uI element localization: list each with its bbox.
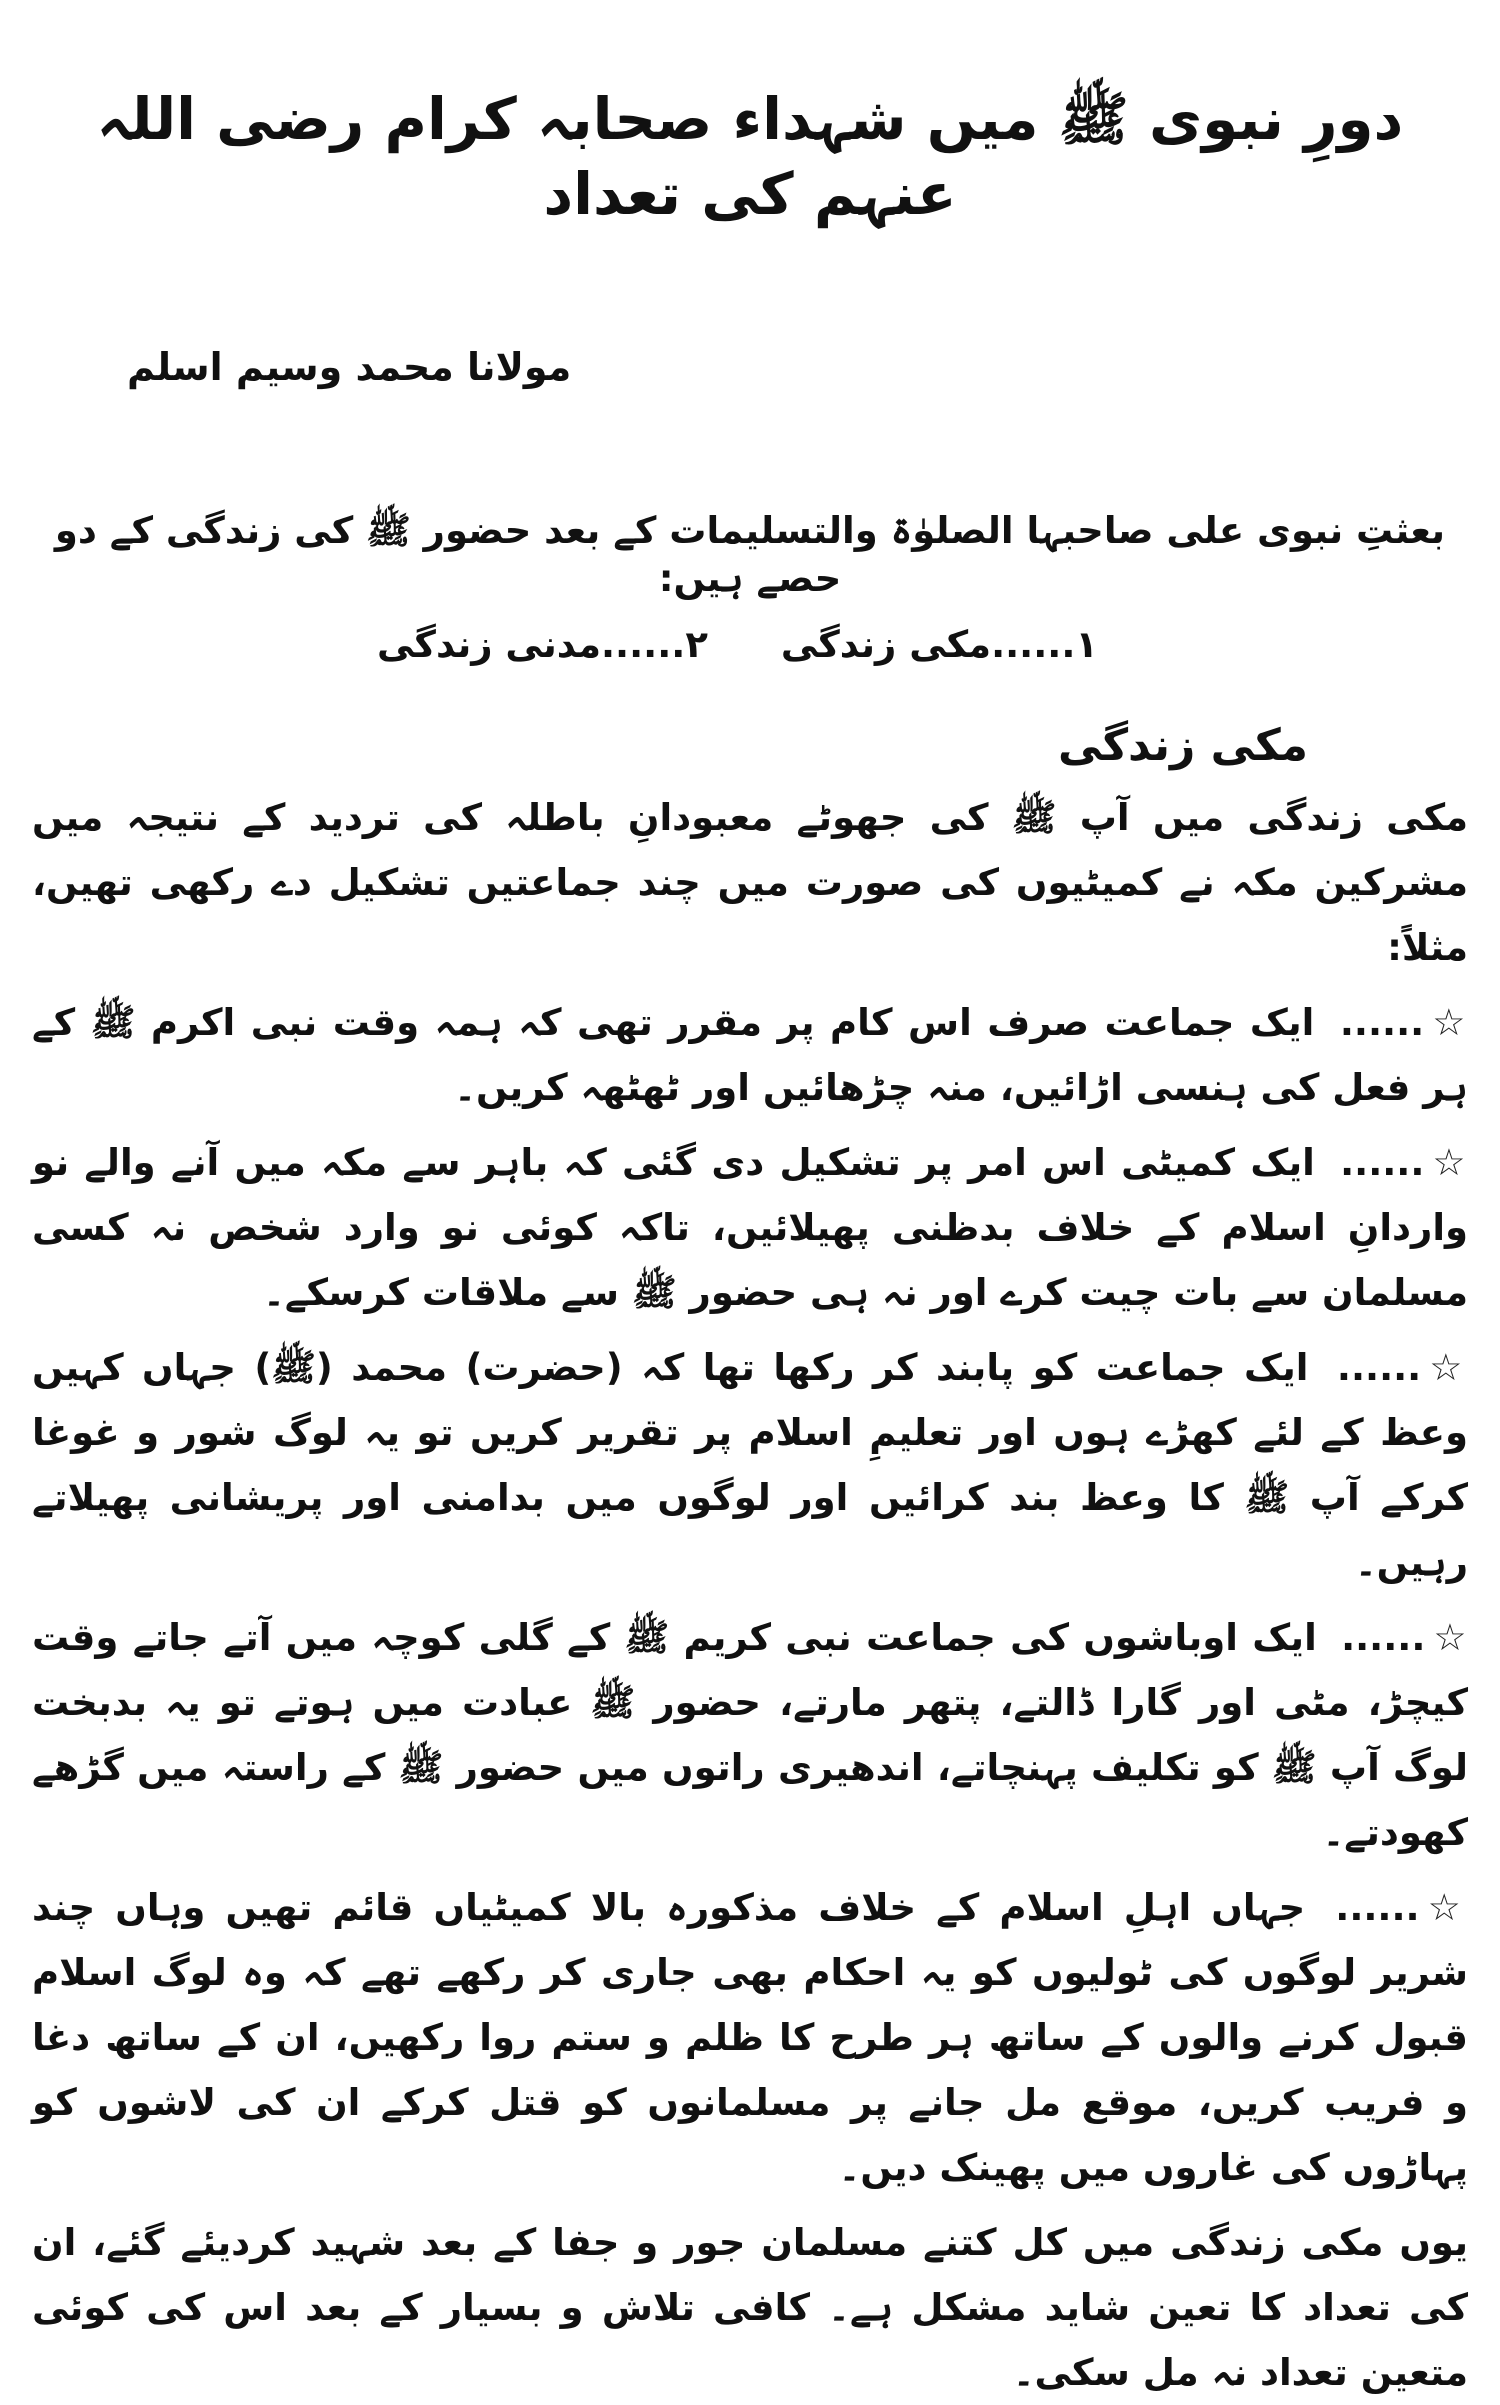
bullet-item: [32, 1130, 1468, 1325]
bullet-dots: ......: [1336, 1345, 1422, 1389]
document-title: دورِ نبوی ﷺ میں شہداء صحابہ کرام رضی اللہ عنہم کی تعداد: [96, 85, 1404, 229]
author-name: مولانا محمد وسیم اسلم: [127, 344, 572, 389]
bullet-text: ایک اوباشوں کی جماعت نبی کریم ﷺ کے گلی کوچہ میں آتے جاتے وقت کیچڑ، مٹی اور گارا ڈالتے، پتھر مارتے، حضور ﷺ عبادت میں ہوتے تو یہ بدبخت لوگ آپ ﷺ کو تکلیف پہنچاتے، اندھیری راتوں میں حضور ﷺ کے راستہ میں گڑھے کھودتے۔: [32, 1615, 1468, 1854]
bullet-text: ایک کمیٹی اس امر پر تشکیل دی گئی کہ باہر سے مکہ میں آنے والے نو واردانِ اسلام کے خلاف بدظنی پھیلائیں، تاکہ کوئی نو وارد شخص نہ کسی مسلمان سے بات چیت کرے اور نہ ہی حضور ﷺ سے ملاقات کرسکے۔: [32, 1140, 1468, 1314]
bullet-dots: ......: [1339, 1000, 1425, 1044]
bullet-item: [32, 1335, 1468, 1595]
closing-paragraph: [32, 2210, 1468, 2405]
star-icon: ☆: [1429, 1345, 1468, 1389]
star-icon: ☆: [1432, 1140, 1468, 1184]
star-icon: ☆: [1432, 1000, 1468, 1044]
bullet-dots: ......: [1341, 1615, 1426, 1659]
section-heading: مکی زندگی: [1057, 720, 1308, 772]
bullet-item: [32, 1605, 1468, 1865]
intro-line: بعثتِ نبوی علی صاحبہا الصلوٰۃ والتسلیمات کے بعد حضور ﷺ کی زندگی کے دو حصے ہیں:: [54, 509, 1446, 601]
bullet-item: [32, 990, 1468, 1120]
closing-paragraph-text: یوں مکی زندگی میں کل کتنے مسلمان جور و جفا کے بعد شہید کردیئے گئے، ان کی تعداد کا تعین شاید مشکل ہے۔ کافی تلاش و بسیار کے بعد اس کی کوئی متعین تعداد نہ مل سکی۔: [32, 2220, 1468, 2394]
bullet-text: جہاں اہلِ اسلام کے خلاف مذکورہ بالا کمیٹیاں قائم تھیں وہاں چند شریر لوگوں کی ٹولیوں کو یہ احکام بھی جاری کر رکھے تھے کہ وہ لوگ اسلام قبول کرنے والوں کے ساتھ ہر طرح کا ظلم و ستم روا رکھیں، ان کے ساتھ دغا و فریب کریں، موقع مل جانے پر مسلمانوں کو قتل کرکے ان کی لاشوں کو پہاڑوں کی غاروں میں پھینک دیں۔: [32, 1885, 1468, 2189]
bullet-dots: ......: [1335, 1885, 1420, 1929]
opening-paragraph-text: مکی زندگی میں آپ ﷺ کی جھوٹے معبودانِ باطلہ کی تردید کے نتیجہ میں مشرکین مکہ نے کمیٹیوں کی صورت میں چند جماعتیں تشکیل دے رکھی تھیں، مثلاً:: [32, 795, 1468, 969]
star-icon: ☆: [1427, 1885, 1469, 1929]
part-madani: ۲......مدنی زندگی: [377, 623, 708, 667]
opening-paragraph: [32, 785, 1468, 980]
part-makki: ۱......مکی زندگی: [780, 623, 1098, 667]
life-parts-list: [32, 621, 1468, 669]
bullet-dots: ......: [1340, 1140, 1425, 1184]
bullet-text: ایک جماعت صرف اس کام پر مقرر تھی کہ ہمہ وقت نبی اکرم ﷺ کے ہر فعل کی ہنسی اڑائیں، منہ چڑھائیں اور ٹھٹھہ کریں۔: [32, 1000, 1468, 1109]
bullet-text: ایک جماعت کو پابند کر رکھا تھا کہ (حضرت) محمد (ﷺ) جہاں کہیں وعظ کے لئے کھڑے ہوں اور تعلیمِ اسلام پر تقریر کریں تو یہ لوگ شور و غوغا کرکے آپ ﷺ کا وعظ بند کرائیں اور لوگوں میں بدامنی اور پریشانی پھیلاتے رہیں۔: [32, 1345, 1468, 1584]
bullet-item: [32, 1875, 1468, 2200]
star-icon: ☆: [1433, 1615, 1468, 1659]
